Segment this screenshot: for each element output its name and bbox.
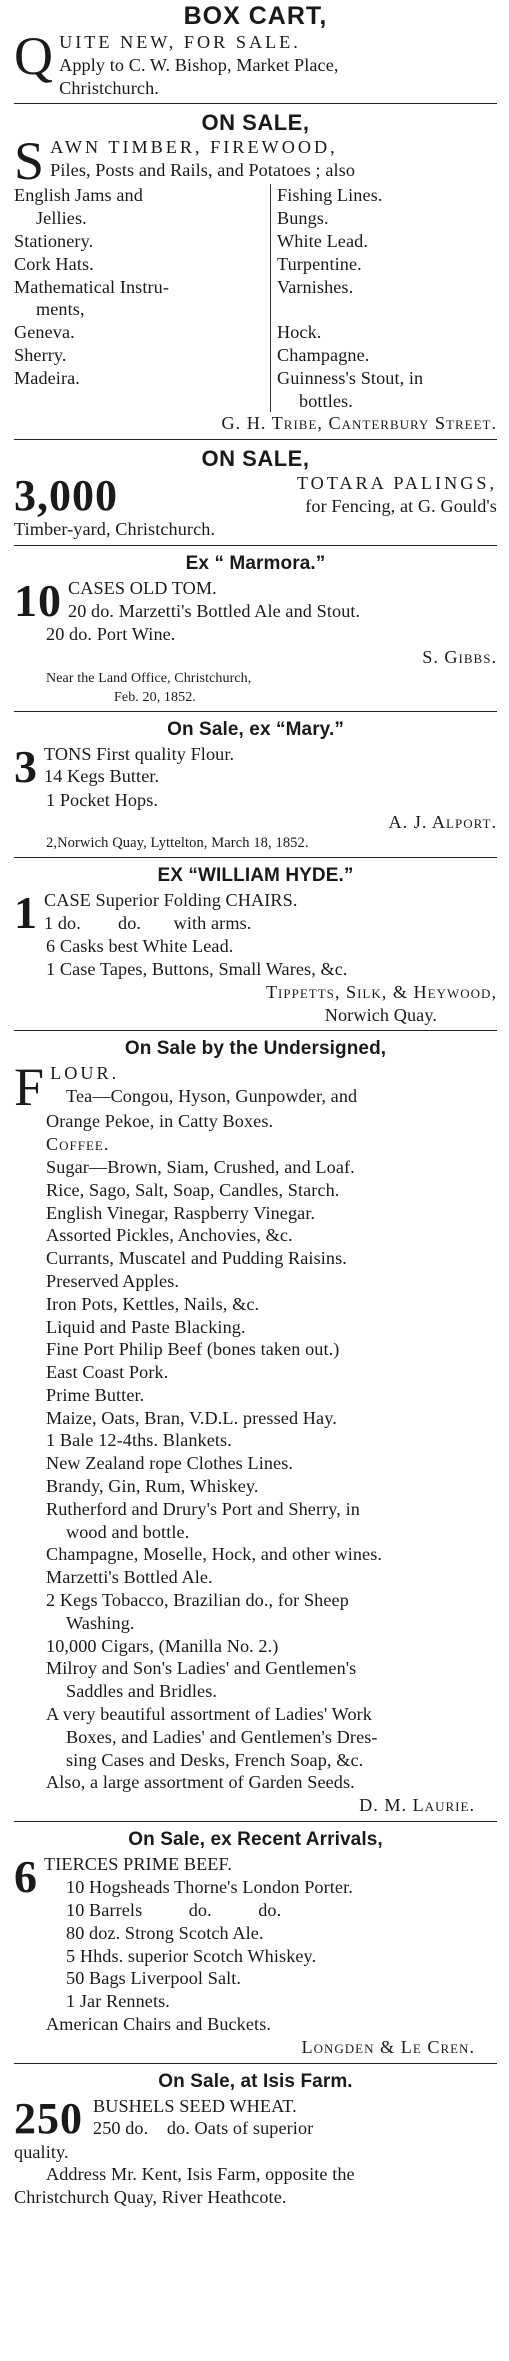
list-item: 1 Jar Rennets.: [66, 1991, 170, 2012]
ad-signature: D. M. Laurie.: [359, 1795, 475, 1816]
ad-number: 3,000: [14, 471, 118, 521]
list-item: Champagne, Moselle, Hock, and other wines.: [46, 1544, 383, 1565]
list-item: Cork Hats.: [14, 253, 94, 274]
list-item: Assorted Pickles, Anchovies, &c.: [46, 1225, 293, 1246]
right-list: [271, 184, 497, 412]
ad-line: 14 Kegs Butter.: [44, 766, 160, 787]
ad-line: LOUR.: [50, 1063, 120, 1084]
list-item: Coffee.: [46, 1134, 110, 1155]
ad-line: TOTARA PALINGS,: [296, 473, 497, 494]
list-item: White Lead.: [277, 230, 368, 251]
drop-cap: Q: [14, 26, 54, 86]
list-item: Rice, Sago, Salt, Soap, Candles, Starch.: [46, 1179, 340, 1200]
ad-date: Near the Land Office, Christchurch,: [46, 670, 252, 686]
list-item: Orange Pekoe, in Catty Boxes.: [46, 1111, 274, 1132]
list-item: New Zealand rope Clothes Lines.: [46, 1453, 294, 1474]
ad-line: Timber-yard, Christchurch.: [14, 519, 216, 540]
ad-line: 1 Case Tapes, Buttons, Small Wares, &c.: [46, 958, 348, 979]
list-item: Prime Butter.: [46, 1384, 145, 1405]
list-item: Jellies.: [36, 208, 87, 229]
ad-number: 3: [14, 740, 38, 792]
list-item: Bungs.: [277, 208, 329, 229]
ad-recent-arrivals: [14, 1827, 497, 2059]
ad-heading: ON SALE,: [201, 446, 310, 472]
ad-heading: ON SALE,: [201, 110, 310, 136]
drop-cap: F: [14, 1057, 45, 1118]
ad-line: Address Mr. Kent, Isis Farm, opposite the: [46, 2164, 355, 2185]
ad-isis-farm: [14, 2069, 497, 2209]
divider: [14, 1030, 497, 1031]
list-item: Varnishes.: [277, 276, 354, 297]
list-item: Rutherford and Drury's Port and Sherry, in: [46, 1498, 360, 1519]
list-item: Hock.: [277, 322, 322, 343]
ad-heading: On Sale by the Undersigned,: [124, 1038, 387, 1060]
ad-line: for Fencing, at G. Gould's: [305, 495, 497, 516]
ad-line: 1 Pocket Hops.: [46, 789, 159, 810]
list-item: Turpentine.: [277, 253, 362, 274]
ad-line: BUSHELS SEED WHEAT.: [93, 2095, 297, 2116]
list-item: A very beautiful assortment of Ladies' Work: [46, 1704, 372, 1725]
ad-heading: On Sale, at Isis Farm.: [158, 2070, 353, 2092]
ad-signature: A. J. Alport.: [388, 812, 497, 833]
ad-ex-william-hyde: [14, 863, 497, 1026]
divider: [14, 711, 497, 712]
list-item: Sugar—Brown, Siam, Crushed, and Loaf.: [46, 1156, 355, 1177]
divider: [14, 857, 497, 858]
ad-line: Piles, Posts and Rails, and Potatoes ; also: [50, 160, 356, 181]
ad-line: Christchurch.: [59, 77, 159, 98]
list-item: 5 Hhds. superior Scotch Whiskey.: [66, 1945, 317, 1966]
list-item: Guinness's Stout, in: [277, 367, 424, 388]
ad-box-cart: [14, 2, 497, 99]
ad-signature: Norwich Quay.: [324, 1004, 437, 1025]
ad-line: 6 Casks best White Lead.: [46, 936, 234, 957]
divider: [14, 439, 497, 440]
divider: [14, 1821, 497, 1822]
ad-line: TONS First quality Flour.: [44, 743, 235, 764]
list-item: Tea—Congou, Hyson, Gunpowder, and: [66, 1086, 358, 1107]
ad-line: CASE Superior Folding CHAIRS.: [44, 890, 298, 911]
list-item: Fine Port Philip Beef (bones taken out.): [46, 1339, 340, 1360]
ad-signature: Tippetts, Silk, & Heywood,: [265, 981, 497, 1002]
list-item: ments,: [36, 299, 85, 320]
list-item: Currants, Muscatel and Pudding Raisins.: [46, 1248, 347, 1269]
ad-ex-mary: [14, 717, 497, 854]
list-item: East Coast Pork.: [46, 1362, 169, 1383]
ad-date: Feb. 20, 1852.: [114, 689, 196, 705]
list-item: Saddles and Bridles.: [66, 1681, 218, 1702]
list-item: 50 Bags Liverpool Salt.: [66, 1968, 242, 1989]
list-item: 10 Barrels do. do.: [66, 1900, 282, 1921]
left-list: [14, 184, 271, 412]
ad-signature: S. Gibbs.: [422, 646, 497, 667]
ad-totara-palings: [14, 445, 497, 541]
two-column-list: [14, 184, 497, 412]
list-item: Stationery.: [14, 230, 94, 251]
ad-line: CASES OLD TOM.: [68, 577, 217, 598]
divider: [14, 2063, 497, 2064]
ad-date: 2,Norwich Quay, Lyttelton, March 18, 1852.: [46, 835, 309, 852]
ad-number: 6: [14, 1851, 38, 1903]
list-item: 2 Kegs Tobacco, Brazilian do., for Sheep: [46, 1590, 349, 1611]
ad-heading: EX “WILLIAM HYDE.”: [157, 865, 354, 887]
list-item: Champagne.: [277, 344, 370, 365]
list-item: Madeira.: [14, 367, 80, 388]
ad-signature: Longden & Le Cren.: [301, 2036, 475, 2057]
ad-number: 250: [14, 2093, 83, 2143]
drop-cap: S: [14, 131, 45, 192]
ad-undersigned: [14, 1036, 497, 1817]
list-item: Washing.: [66, 1612, 135, 1633]
list-item: American Chairs and Buckets.: [46, 2014, 272, 2035]
list-item: Mathematical Instru-: [14, 276, 170, 297]
list-item: English Jams and: [14, 185, 143, 206]
list-item: Preserved Apples.: [46, 1270, 180, 1291]
ad-line: 20 do. Marzetti's Bottled Ale and Stout.: [68, 600, 361, 621]
ad-signature: G. H. Tribe, Canterbury Street.: [221, 413, 497, 434]
list-item: Sherry.: [14, 344, 67, 365]
list-item: Iron Pots, Kettles, Nails, &c.: [46, 1293, 260, 1314]
ad-ex-marmora: [14, 551, 497, 707]
list-item: Maize, Oats, Bran, V.D.L. pressed Hay.: [46, 1407, 337, 1428]
ad-number: 1: [14, 887, 38, 939]
list-item: 10,000 Cigars, (Manilla No. 2.): [46, 1635, 279, 1656]
ad-line: UITE NEW, FOR SALE.: [59, 32, 301, 52]
list-item: English Vinegar, Raspberry Vinegar.: [46, 1202, 316, 1223]
list-item: 80 doz. Strong Scotch Ale.: [66, 1922, 264, 1943]
list-item: Brandy, Gin, Rum, Whiskey.: [46, 1476, 259, 1497]
list-item: Marzetti's Bottled Ale.: [46, 1567, 213, 1588]
ad-heading: Ex “ Marmora.”: [185, 552, 326, 574]
ad-heading: BOX CART,: [183, 2, 328, 30]
ad-line: 20 do. Port Wine.: [46, 623, 176, 644]
ad-on-sale-timber: [14, 109, 497, 435]
list-item: Boxes, and Ladies' and Gentlemen's Dres-: [66, 1726, 378, 1747]
list-item: Geneva.: [14, 322, 75, 343]
list-item: Milroy and Son's Ladies' and Gentlemen's: [46, 1658, 357, 1679]
list-item: sing Cases and Desks, French Soap, &c.: [66, 1749, 364, 1770]
list-item: Also, a large assortment of Garden Seeds.: [46, 1772, 355, 1793]
ad-line: AWN TIMBER, FIREWOOD,: [50, 137, 338, 158]
list-item: wood and bottle.: [66, 1521, 190, 1542]
list-item: Liquid and Paste Blacking.: [46, 1316, 246, 1337]
ad-line: quality.: [14, 2141, 69, 2162]
list-item: Fishing Lines.: [277, 185, 383, 206]
ad-line: Christchurch Quay, River Heathcote.: [14, 2187, 287, 2208]
ad-line: 250 do. do. Oats of superior: [93, 2118, 314, 2139]
ad-line: Apply to C. W. Bishop, Market Place,: [59, 54, 339, 75]
divider: [14, 103, 497, 104]
list-item: bottles.: [299, 390, 353, 411]
list-spacer: [277, 298, 497, 321]
ad-number: 10: [14, 574, 62, 626]
ad-heading: On Sale, ex “Mary.”: [167, 718, 344, 740]
list-item: 10 Hogsheads Thorne's London Porter.: [66, 1876, 353, 1897]
ad-line: 1 do. do. with arms.: [44, 912, 252, 933]
list-item: 1 Bale 12-4ths. Blankets.: [46, 1430, 232, 1451]
ad-line: TIERCES PRIME BEEF.: [44, 1854, 232, 1875]
ad-heading: On Sale, ex Recent Arrivals,: [128, 1829, 383, 1851]
divider: [14, 545, 497, 546]
